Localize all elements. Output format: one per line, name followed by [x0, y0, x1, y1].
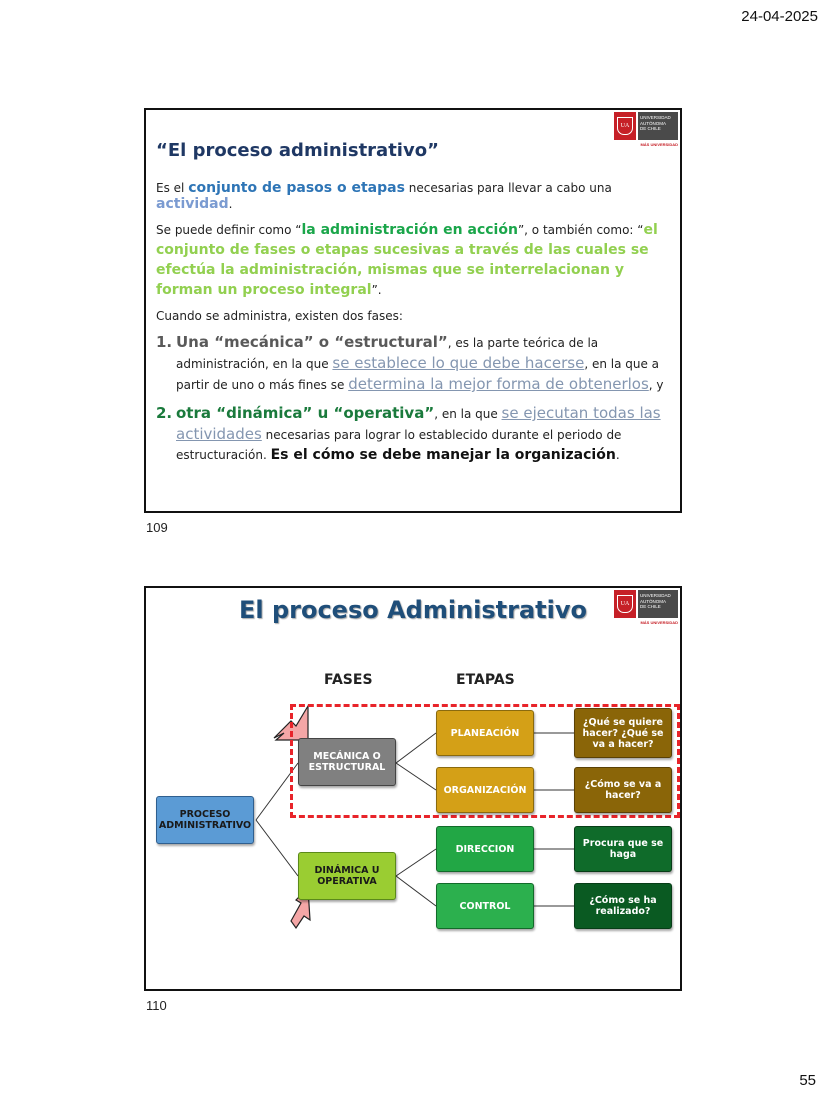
fases-header: FASES [324, 672, 373, 688]
university-logo: UA UNIVERSIDAD AUTÓNOMA DE CHILE MÁS UNIVERSIDAD [614, 590, 678, 624]
paragraph-definition-2: Se puede definir como “la administración en acción”, o también como: “el conjunto de fases o etapas sucesivas a través de las cuales se efectúa la administración, mismas que se interrelacionan y forman un proceso integral”. [156, 222, 658, 298]
stage-node: DIRECCION [436, 826, 534, 872]
slide-109 [144, 108, 682, 513]
list-item: 2. otra “dinámica” u “operativa”, en la que se ejecutan todas las actividades necesarias para lograr lo establecido durante el periodo de estructuración. Es el cómo se debe manejar la organización. [156, 404, 661, 463]
paragraph-definition: Es el conjunto de pasos o etapas necesarias para llevar a cabo una actividad. [156, 180, 612, 212]
phase-node-mecanica: MECÁNICA O ESTRUCTURAL [298, 738, 396, 786]
slide-number: 109 [146, 520, 168, 535]
question-node: ¿Qué se quiere hacer? ¿Qué se va a hacer? [574, 708, 672, 758]
slide-110 [144, 586, 682, 991]
etapas-header: ETAPAS [456, 672, 515, 688]
phases-list [156, 332, 674, 465]
slide-body [156, 180, 674, 473]
stage-node: ORGANIZACIÓN [436, 767, 534, 813]
header-date: 24-04-2025 [741, 8, 818, 25]
slide-number: 110 [146, 998, 167, 1013]
question-node: ¿Cómo se va a hacer? [574, 767, 672, 813]
university-logo: UA UNIVERSIDAD AUTÓNOMA DE CHILE MÁS UNIVERSIDAD [614, 112, 678, 146]
question-node: Procura que se haga [574, 826, 672, 872]
stage-node: CONTROL [436, 883, 534, 929]
slide-title: El proceso Administrativo [238, 596, 588, 624]
question-node: ¿Cómo se ha realizado? [574, 883, 672, 929]
stage-node: PLANEACIÓN [436, 710, 534, 756]
root-node: PROCESO ADMINISTRATIVO [156, 796, 254, 844]
slide-title: “El proceso administrativo” [156, 140, 439, 161]
list-item: 1. Una “mecánica” o “estructural”, es la parte teórica de la administración, en la que se establece lo que debe hacerse, en la que a partir de uno o más fines se determina la mejor forma de obtenerlos, y [156, 333, 664, 393]
paragraph-phases-intro: Cuando se administra, existen dos fases: [156, 309, 403, 323]
page-number: 55 [799, 1072, 816, 1089]
phase-node-dinamica: DINÁMICA U OPERATIVA [298, 852, 396, 900]
